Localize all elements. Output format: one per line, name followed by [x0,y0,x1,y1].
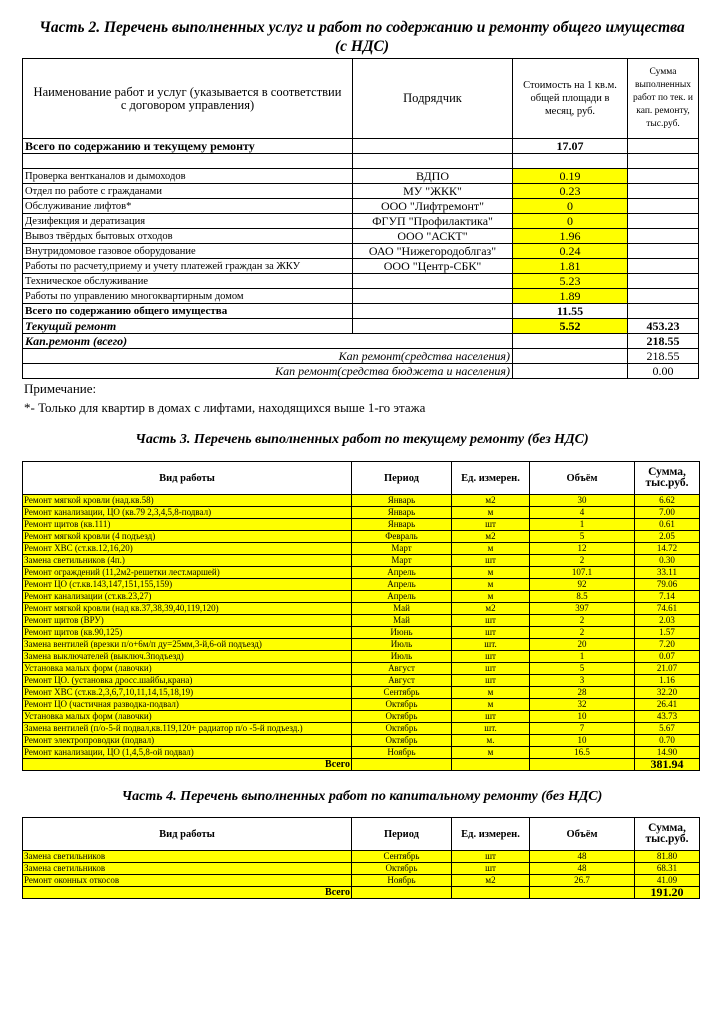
table-row [23,567,700,579]
service-cost: 0.19 [513,169,628,184]
contractor-name: ООО "Лифтремонт" [353,199,513,214]
cap-budget-label: Кап ремонт(средства бюджета и населения) [23,364,513,379]
work-name: Установка малых форм (лавочки) [23,663,352,675]
work-period: Январь [352,519,452,531]
work-unit: м [452,567,530,579]
work-unit: м2 [452,495,530,507]
contractor-name: ОАО "Нижегородоблгаз" [353,244,513,259]
part4-header-unit: Ед. измерен. [452,818,530,851]
work-unit: м [452,699,530,711]
service-cost: 1.89 [513,289,628,304]
work-sum: 0.70 [635,735,700,747]
service-cost: 5.23 [513,274,628,289]
work-name: Ремонт ЦО (частичная разводка-подвал) [23,699,352,711]
work-volume: 5 [530,531,635,543]
work-unit: м [452,507,530,519]
work-sum: 2.03 [635,615,700,627]
service-cost: 0 [513,214,628,229]
part2-title-line2: (с НДС) [334,38,390,55]
work-sum: 41.09 [635,875,700,887]
work-sum: 7.20 [635,639,700,651]
table-row [23,723,700,735]
service-cost: 0 [513,199,628,214]
part3-header-unit: Ед. измерен. [452,462,530,495]
work-period: Июнь [352,627,452,639]
part3-header-work: Вид работы [23,462,352,495]
table-row [23,214,699,229]
service-cost: 0.24 [513,244,628,259]
work-name: Ремонт ХВС (ст.кв.2,3,6,7,10,11,14,15,18,19) [23,687,352,699]
table-row [23,615,700,627]
total-row-cost: 17.07 [513,139,628,154]
current-repair-sum: 453.23 [628,319,699,334]
total-row-label: Всего по содержанию и текущему ремонту [23,139,353,154]
work-sum: 68.31 [635,863,700,875]
work-sum: 21.07 [635,663,700,675]
work-name: Ремонт электропроводки (подвал) [23,735,352,747]
work-period: Август [352,663,452,675]
work-name: Ремонт канализации (ст.кв.23,27) [23,591,352,603]
part3-header-period: Период [352,462,452,495]
contractor-name [353,274,513,289]
table-row [23,711,700,723]
work-sum: 7.00 [635,507,700,519]
table-row [23,851,700,863]
work-sum: 5.67 [635,723,700,735]
table-row [23,519,700,531]
work-period: Ноябрь [352,875,452,887]
work-name: Ремонт канализации, ЦО (кв.79 2,3,4,5,8-подвал) [23,507,352,519]
service-name: Обслуживание лифтов* [23,199,353,214]
work-volume: 48 [530,863,635,875]
part3-table [22,461,700,771]
work-unit: шт [452,711,530,723]
table-row [23,184,699,199]
current-repair-cost: 5.52 [513,319,628,334]
work-sum: 7.14 [635,591,700,603]
work-volume: 92 [530,579,635,591]
contractor-name: ООО "Центр-СБК" [353,259,513,274]
table-row [23,875,700,887]
table-row [23,627,700,639]
table-row [23,639,700,651]
table-row [23,244,699,259]
part4-total-sum: 191.20 [635,887,700,899]
work-period: Апрель [352,579,452,591]
contractor-name: МУ "ЖКК" [353,184,513,199]
work-unit: шт [452,651,530,663]
work-sum: 2.05 [635,531,700,543]
work-volume: 8.5 [530,591,635,603]
cap-repair-sum: 218.55 [628,334,699,349]
cap-population-sum: 218.55 [628,349,699,364]
cap-budget-sum: 0.00 [628,364,699,379]
work-volume: 12 [530,543,635,555]
work-unit: м2 [452,875,530,887]
service-name: Вывоз твёрдых бытовых отходов [23,229,353,244]
note-text: *- Только для квартир в домах с лифтами, находящихся выше 1-го этажа [24,400,426,415]
work-period: Август [352,675,452,687]
service-cost: 0.23 [513,184,628,199]
work-sum: 81.80 [635,851,700,863]
work-sum: 14.90 [635,747,700,759]
work-period: Март [352,543,452,555]
part4-header-volume: Объём [530,818,635,851]
table-row [23,651,700,663]
table-row [23,289,699,304]
service-name: Внутридомовое газовое оборудование [23,244,353,259]
work-name: Замена вентилей (п/о-5-й подвал,кв.119,120+ радиатор п/о -5-й подъезд.) [23,723,352,735]
table-row [23,259,699,274]
work-name: Ремонт щитов (кв.90,125) [23,627,352,639]
part3-total-label: Всего [23,759,352,771]
table-row [23,274,699,289]
part2-title-line1: Часть 2. Перечень выполненных услуг и работ по содержанию и ремонту общего имущества [39,19,685,36]
part2-title [22,18,702,56]
work-period: Июль [352,651,452,663]
header-name: Наименование работ и услуг (указывается в соответствии с договором управления) [23,59,353,139]
service-cost: 1.96 [513,229,628,244]
work-unit: шт [452,675,530,687]
work-name: Замена вентилей (врезки п/о+6м/п ду=25мм,3-й,6-ой подъезд) [23,639,352,651]
work-unit: шт [452,851,530,863]
table-row [23,495,700,507]
service-cost: 1.81 [513,259,628,274]
work-unit: м2 [452,603,530,615]
work-name: Ремонт ХВС (ст.кв.12,16,20) [23,543,352,555]
work-period: Октябрь [352,863,452,875]
part4-title: Часть 4. Перечень выполненных работ по капитальному ремонту (без НДС) [121,789,603,804]
work-volume: 32 [530,699,635,711]
work-sum: 1.57 [635,627,700,639]
work-name: Замена светильников [23,863,352,875]
work-unit: м [452,687,530,699]
work-name: Ремонт ЦО. (установка дросс.шайбы,крана) [23,675,352,687]
work-name: Ремонт мягкой кровли (над.кв.58) [23,495,352,507]
maint-total-label: Всего по содержанию общего имущества [23,304,353,319]
table-row [23,169,699,184]
service-name: Работы по управлению многоквартирным домом [23,289,353,304]
part4-header-sum: Сумма, тыс.руб. [635,818,700,851]
header-sum: Сумма выполненных работ по тек. и кап. ремонту, тыс.руб. [628,59,699,139]
work-volume: 30 [530,495,635,507]
work-name: Замена светильников [23,851,352,863]
cap-repair-label: Кап.ремонт (всего) [23,334,353,349]
work-unit: шт [452,663,530,675]
work-name: Ремонт щитов (ВРУ) [23,615,352,627]
work-period: Ноябрь [352,747,452,759]
work-period: Июль [352,639,452,651]
work-sum: 26.41 [635,699,700,711]
work-name: Ремонт ограждений (11,2м2-решетки лест.маршей) [23,567,352,579]
work-sum: 1.16 [635,675,700,687]
table-row [23,603,700,615]
table-row [23,747,700,759]
work-period: Январь [352,507,452,519]
table-row [23,687,700,699]
part4-table [22,817,700,899]
work-sum: 6.62 [635,495,700,507]
work-period: Октябрь [352,735,452,747]
work-volume: 107.1 [530,567,635,579]
work-period: Апрель [352,567,452,579]
work-unit: шт [452,555,530,567]
table-row [23,699,700,711]
work-unit: м [452,747,530,759]
work-volume: 20 [530,639,635,651]
work-name: Ремонт мягкой кровли (над кв.37,38,39,40,119,120) [23,603,352,615]
cap-population-label: Кап ремонт(средства населения) [23,349,513,364]
work-period: Май [352,615,452,627]
contractor-name: ВДПО [353,169,513,184]
work-volume: 397 [530,603,635,615]
work-unit: м2 [452,531,530,543]
work-volume: 26.7 [530,875,635,887]
work-name: Ремонт ЦО (ст.кв.143,147,151,155,159) [23,579,352,591]
note-label: Примечание: [24,381,97,396]
table-row [23,863,700,875]
part3-header-volume: Объём [530,462,635,495]
work-unit: шт. [452,639,530,651]
current-repair-label: Текущий ремонт [23,319,353,334]
work-sum: 79.06 [635,579,700,591]
work-volume: 10 [530,711,635,723]
table-row [23,675,700,687]
work-unit: шт. [452,723,530,735]
work-period: Сентябрь [352,687,452,699]
table-row [23,199,699,214]
work-unit: шт [452,615,530,627]
part2-table [22,58,699,379]
work-volume: 7 [530,723,635,735]
work-volume: 5 [530,663,635,675]
work-name: Ремонт щитов (кв.111) [23,519,352,531]
work-unit: м [452,591,530,603]
work-name: Замена светильников (4п.) [23,555,352,567]
service-name: Отдел по работе с гражданами [23,184,353,199]
work-name: Замена выключателей (выключ.3подъезд) [23,651,352,663]
work-volume: 4 [530,507,635,519]
service-name: Проверка вентканалов и дымоходов [23,169,353,184]
work-sum: 14.72 [635,543,700,555]
work-sum: 32.20 [635,687,700,699]
work-sum: 0.07 [635,651,700,663]
work-unit: шт [452,519,530,531]
table-row [23,555,700,567]
work-period: Февраль [352,531,452,543]
work-sum: 33.11 [635,567,700,579]
work-sum: 0.61 [635,519,700,531]
part3-header-sum: Сумма, тыс.руб. [635,462,700,495]
work-volume: 2 [530,627,635,639]
part3-total-sum: 381.94 [635,759,700,771]
work-unit: шт [452,627,530,639]
work-unit: м [452,579,530,591]
part3-title: Часть 3. Перечень выполненных работ по текущему ремонту (без НДС) [135,432,589,447]
work-sum: 43.73 [635,711,700,723]
table-row [23,507,700,519]
table-row [23,543,700,555]
header-contractor: Подрядчик [353,59,513,139]
work-name: Установка малых форм (лавочки) [23,711,352,723]
table-row [23,735,700,747]
work-period: Октябрь [352,711,452,723]
contractor-name: ФГУП "Профилактика" [353,214,513,229]
work-volume: 10 [530,735,635,747]
work-period: Октябрь [352,699,452,711]
service-name: Работы по расчету,приему и учету платежей граждан за ЖКУ [23,259,353,274]
table-row [23,663,700,675]
service-name: Дезифекция и дератизация [23,214,353,229]
work-unit: м [452,543,530,555]
table-row [23,229,699,244]
part4-total-label: Всего [23,887,352,899]
table-row [23,531,700,543]
work-volume: 28 [530,687,635,699]
contractor-name: ООО "АСКТ" [353,229,513,244]
work-unit: шт [452,863,530,875]
table-row [23,591,700,603]
contractor-name [353,289,513,304]
work-name: Ремонт оконных откосов [23,875,352,887]
work-period: Май [352,603,452,615]
part4-header-work: Вид работы [23,818,352,851]
work-volume: 1 [530,519,635,531]
work-volume: 2 [530,555,635,567]
work-name: Ремонт канализации, ЦО (1,4,5,8-ой подвал) [23,747,352,759]
table-row [23,579,700,591]
maint-total-cost: 11.55 [513,304,628,319]
work-volume: 16.5 [530,747,635,759]
header-cost: Стоимость на 1 кв.м. общей площади в месяц, руб. [513,59,628,139]
work-period: Январь [352,495,452,507]
work-unit: м. [452,735,530,747]
work-sum: 0.30 [635,555,700,567]
work-period: Октябрь [352,723,452,735]
work-period: Апрель [352,591,452,603]
service-name: Техническое обслуживание [23,274,353,289]
work-name: Ремонт мягкой кровли (4 подъезд) [23,531,352,543]
work-volume: 1 [530,651,635,663]
work-volume: 48 [530,851,635,863]
work-volume: 3 [530,675,635,687]
work-period: Сентябрь [352,851,452,863]
part4-header-period: Период [352,818,452,851]
work-volume: 2 [530,615,635,627]
work-sum: 74.61 [635,603,700,615]
work-period: Март [352,555,452,567]
